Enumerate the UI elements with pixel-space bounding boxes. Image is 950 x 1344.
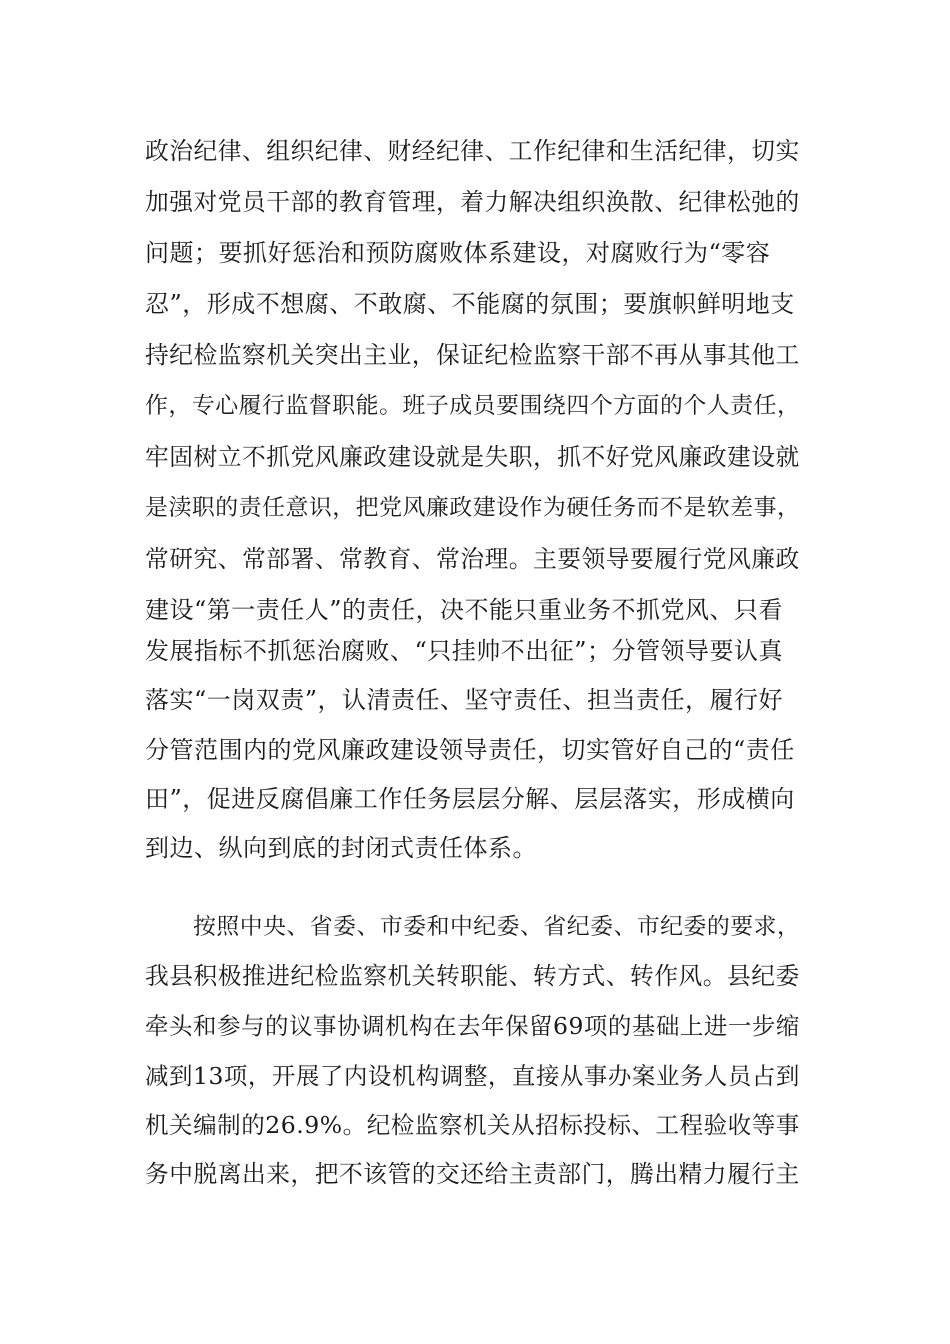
paragraph-2-line-1: 按照中央、省委、市委和中纪委、省纪委、市纪委的要求， xyxy=(193,914,801,940)
paragraph-2-line-5: 机关编制的26.9%。纪检监察机关从招标投标、工程验收等事 xyxy=(145,1111,800,1139)
paragraph-1-line-9: 常研究、常部署、常教育、常治理。主要领导要履行党风廉政 xyxy=(145,545,800,573)
paragraph-1-line-13: 分管范围内的党风廉政建设领导责任，切实管好自己的“责任 xyxy=(145,736,795,764)
paragraph-2-line-6: 务中脱离出来，把不该管的交还给主责部门，腾出精力履行主 xyxy=(145,1160,800,1188)
paragraph-2-line-3: 牵头和参与的议事协调机构在去年保留69项的基础上进一步缩 xyxy=(145,1012,800,1040)
paragraph-1-line-10: 建设“第一责任人”的责任，决不能只重业务不抓党风、只看 xyxy=(145,596,784,624)
paragraph-1-line-1: 政治纪律、组织纪律、财经纪律、工作纪律和生活纪律，切实 xyxy=(145,137,800,165)
paragraph-1-line-7: 牢固树立不抓党风廉政建设就是失职，抓不好党风廉政建设就 xyxy=(145,443,800,471)
paragraph-1-line-12: 落实“一岗双责”，认清责任、坚守责任、担当责任，履行好 xyxy=(145,686,784,714)
paragraph-2-line-2: 我县积极推进纪检监察机关转职能、转方式、转作风。县纪委 xyxy=(145,962,800,990)
paragraph-1-line-8: 是渎职的责任意识，把党风廉政建设作为硬任务而不是软差事， xyxy=(145,495,801,521)
paragraph-1-line-5: 持纪检监察机关突出主业，保证纪检监察干部不再从事其他工 xyxy=(145,341,800,369)
paragraph-1-line-11: 发展指标不抓惩治腐败、“只挂帅不出征”；分管领导要认真 xyxy=(145,637,784,665)
paragraph-1-line-15: 到边、纵向到底的封闭式责任体系。 xyxy=(145,834,537,862)
paragraph-1-line-3: 问题；要抓好惩治和预防腐败体系建设，对腐败行为“零容 xyxy=(145,239,771,267)
paragraph-1-line-6: 作，专心履行监督职能。班子成员要围绕四个方面的个人责任， xyxy=(145,393,801,419)
paragraph-1-line-2: 加强对党员干部的教育管理，着力解决组织涣散、纪律松弛的 xyxy=(145,188,800,216)
paragraph-1-line-14: 田”，促进反腐倡廉工作任务层层分解、层层落实，形成横向 xyxy=(145,785,795,813)
paragraph-2-line-4: 减到13项，开展了内设机构调整，直接从事办案业务人员占到 xyxy=(145,1062,800,1090)
paragraph-1-line-4: 忍”，形成不想腐、不敢腐、不能腐的氛围；要旗帜鲜明地支 xyxy=(145,290,795,318)
